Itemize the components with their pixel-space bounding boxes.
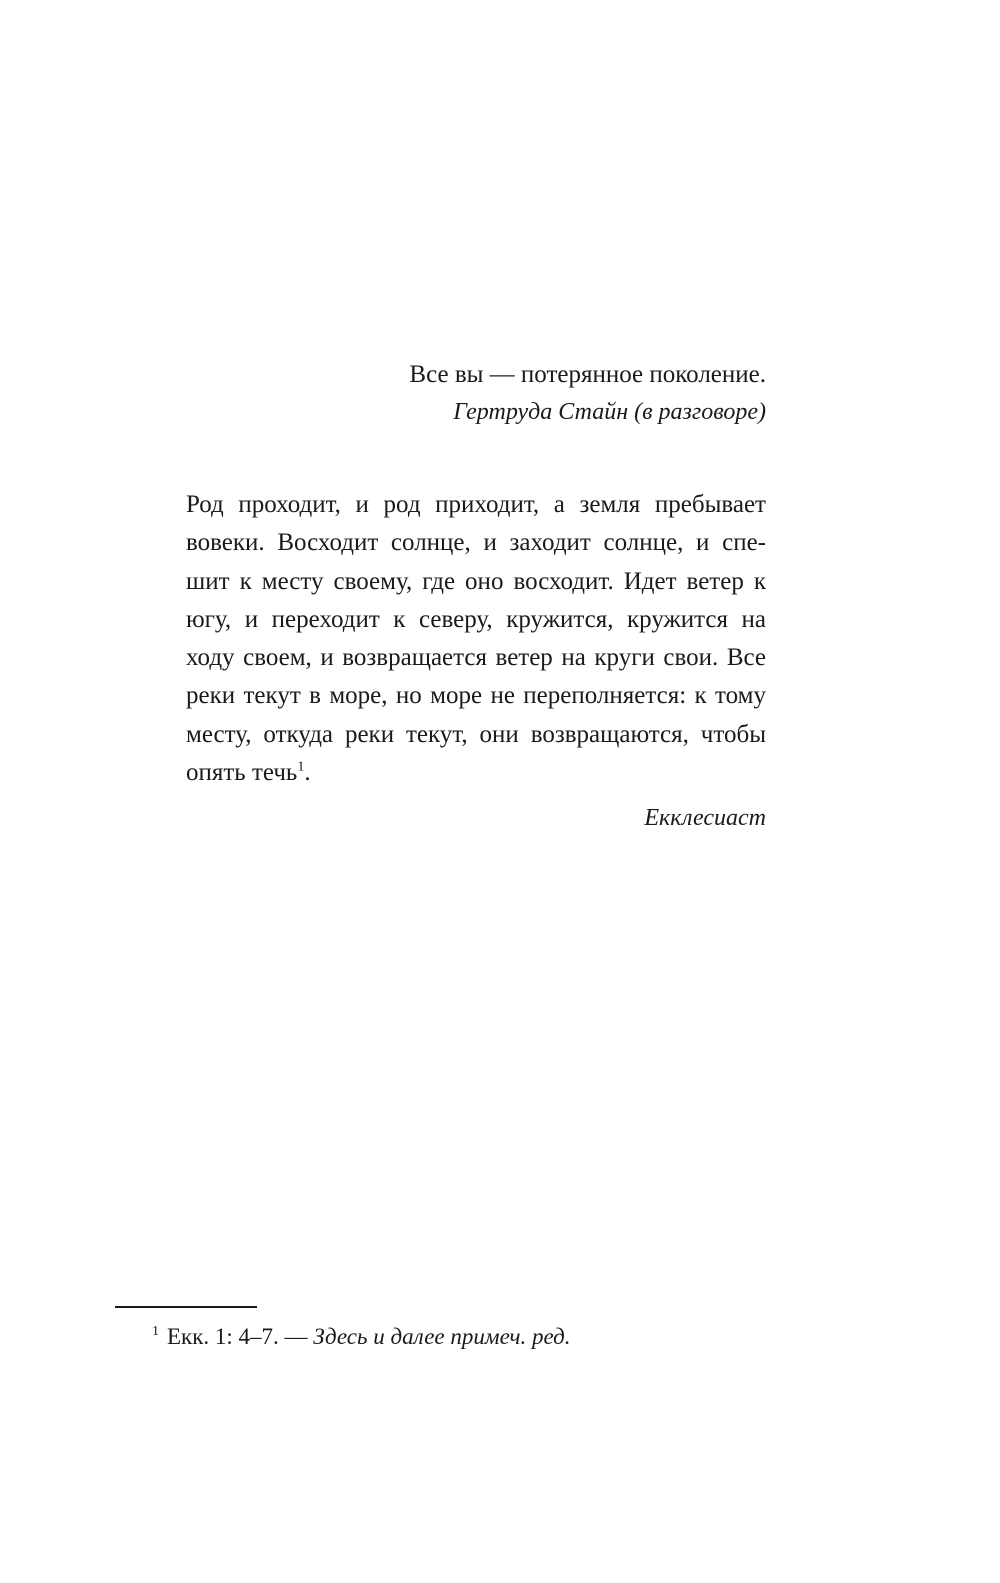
epigraph-quote	[186, 486, 766, 792]
footnote-reference[interactable]: 1	[297, 759, 305, 775]
quote-line: вовеки. Восходит солнце, и заходит солнце, и спе-	[186, 529, 766, 557]
epigraph-attribution: Екклесиаст	[644, 805, 766, 832]
quote-line: месту, откуда реки текут, они возвращаются, чтобы	[186, 720, 766, 748]
footnote-divider	[115, 1306, 257, 1308]
quote-line: Род проходит, и род приходит, а земля пребывает	[186, 491, 766, 518]
epigraph-quote: Все вы — потерянное поколение.	[409, 361, 766, 388]
quote-line: шит к месту своему, где оно восходит. Идет ветер	[186, 567, 744, 595]
footnote	[152, 1320, 852, 1354]
footnote-reference-text: Екк. 1: 4–7. —	[167, 1324, 314, 1349]
quote-line: к югу, и переходит к северу, кружится, кружится на	[186, 567, 767, 633]
epigraph-ecclesiastes	[186, 486, 766, 836]
epigraph-stein	[186, 356, 766, 430]
footnote-mark: 1	[152, 1324, 159, 1340]
epigraph-attribution: Гертруда Стайн (в разговоре)	[453, 399, 766, 425]
footnote-note: Здесь и далее примеч. ред.	[313, 1324, 571, 1349]
quote-line: ходу своем, и возвращается ветер на круги свои. Все	[186, 644, 766, 672]
quote-line: реки текут в море, но море не переполняется: к тому	[186, 682, 766, 710]
quote-line: опять течь	[186, 759, 298, 787]
quote-end: .	[304, 759, 311, 787]
